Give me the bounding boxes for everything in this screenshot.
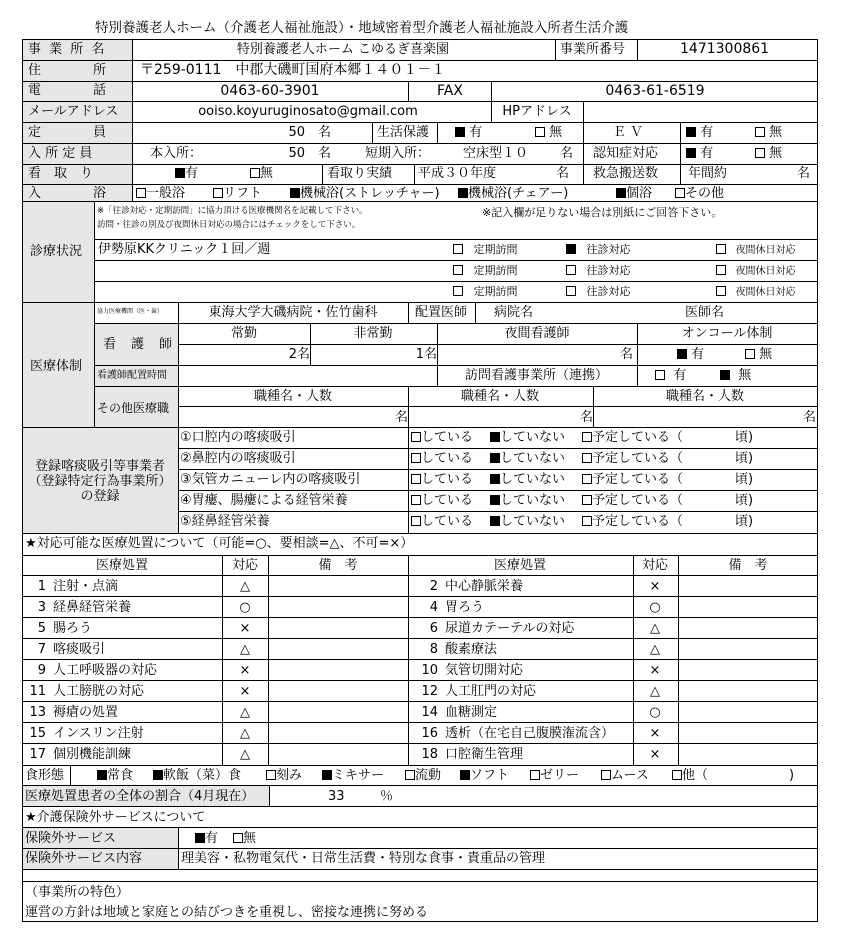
annual-label: 年間約 bbox=[688, 166, 728, 181]
admission-label: 入 所 定 員 bbox=[28, 146, 93, 161]
treatment-name: 個別機能訓練 bbox=[53, 747, 132, 762]
treatment-support: × bbox=[649, 579, 661, 594]
treatment-name: 人工肛門の対応 bbox=[445, 684, 537, 699]
clinic-3-housecall-checkbox[interactable] bbox=[566, 286, 576, 296]
treatment-support: △ bbox=[240, 705, 250, 720]
oncall-no-checkbox[interactable] bbox=[745, 349, 755, 359]
clinic-2-night-checkbox[interactable] bbox=[716, 265, 726, 275]
clinic-3-visit-checkbox[interactable] bbox=[453, 286, 463, 296]
suction-item: ①口腔内の喀痰吸引 bbox=[180, 430, 296, 445]
suction-4-doing-checkbox[interactable] bbox=[411, 495, 421, 505]
welfare-no-checkbox[interactable] bbox=[535, 127, 545, 137]
clinic-1-night-checkbox[interactable] bbox=[716, 244, 726, 254]
visit-nurse-label: 訪問看護事業所（連携） bbox=[465, 368, 609, 383]
other-medical-label: その他医療職 bbox=[97, 401, 170, 415]
treatment-support: × bbox=[649, 747, 661, 762]
suction-3-notdoing-checkbox[interactable] bbox=[490, 474, 500, 484]
coop-hospital: 東海大学大磯病院・佐竹歯科 bbox=[208, 305, 378, 320]
clinic-row-1-name: 伊勢原KKクリニック１回／週 bbox=[98, 242, 271, 257]
nurse-label: 看 護 師 bbox=[103, 337, 174, 352]
clinic-1-visit-checkbox[interactable] bbox=[453, 244, 463, 254]
fulltime-nurse-count: 2 bbox=[288, 347, 297, 362]
ratio-value: 33 bbox=[328, 789, 345, 804]
service-header: ★介護保険外サービスについて bbox=[25, 810, 206, 825]
treatment-support: × bbox=[649, 663, 661, 678]
suction-5-planned-checkbox[interactable] bbox=[582, 516, 592, 526]
treatment-support: × bbox=[239, 663, 251, 678]
treatment-name: 中心静脈栄養 bbox=[445, 579, 524, 594]
outside-service-no-checkbox[interactable] bbox=[233, 833, 243, 843]
treatment-support: △ bbox=[240, 579, 250, 594]
treatment-name: 酸素療法 bbox=[445, 642, 498, 657]
food-chopped-checkbox[interactable] bbox=[266, 770, 276, 780]
treatment-support: △ bbox=[650, 642, 660, 657]
capacity-label: 定 員 bbox=[28, 125, 107, 140]
treatment-name: インスリン注射 bbox=[53, 726, 144, 741]
suction-5-doing-checkbox[interactable] bbox=[411, 516, 421, 526]
parttime-nurse-count: 1 bbox=[415, 347, 424, 362]
food-soft-checkbox[interactable] bbox=[460, 770, 470, 780]
address: 〒259-0111 中郡大磯町国府本郷１４０１－１ bbox=[140, 62, 446, 78]
treatment-name: 腸ろう bbox=[53, 621, 93, 636]
suction-3-doing-checkbox[interactable] bbox=[411, 474, 421, 484]
treatment-support: × bbox=[239, 684, 251, 699]
treatment-name: 人工膀胱の対応 bbox=[53, 684, 145, 699]
visit-nurse-yes-checkbox[interactable] bbox=[655, 370, 665, 380]
treatment-name: 喀痰吸引 bbox=[53, 642, 106, 657]
treatment-support: △ bbox=[240, 642, 250, 657]
treatment-name: 注射・点滴 bbox=[53, 579, 119, 594]
office-number-label: 事業所番号 bbox=[560, 42, 626, 57]
welfare-label: 生活保護 bbox=[377, 125, 430, 140]
food-label: 食形態 bbox=[25, 768, 65, 783]
treatment-name: 胃ろう bbox=[445, 600, 485, 615]
tel-label: 電 話 bbox=[28, 83, 107, 98]
service-content-label: 保険外サービス内容 bbox=[25, 851, 143, 866]
eol-record-label: 看取り実績 bbox=[327, 166, 393, 181]
clinic-2-visit-checkbox[interactable] bbox=[453, 265, 463, 275]
oncall-yes-checkbox[interactable] bbox=[677, 349, 687, 359]
mail[interactable]: ooiso.koyuruginosato@gmail.com bbox=[198, 104, 418, 119]
bath-individual-checkbox[interactable] bbox=[616, 188, 626, 198]
treatment-name: 褥瘡の処置 bbox=[53, 705, 119, 720]
treatment-support: ○ bbox=[239, 600, 251, 615]
hp-label: HPアドレス bbox=[502, 104, 572, 119]
bath-stretcher-checkbox[interactable] bbox=[290, 188, 300, 198]
suction-1-notdoing-checkbox[interactable] bbox=[490, 432, 500, 442]
suction-item: ②鼻腔内の喀痰吸引 bbox=[180, 451, 296, 466]
treatment-name: 尿道カテーテルの対応 bbox=[445, 621, 575, 636]
food-mousse-checkbox[interactable] bbox=[601, 770, 611, 780]
ev-no-checkbox[interactable] bbox=[755, 127, 765, 137]
food-mixer-checkbox[interactable] bbox=[322, 770, 332, 780]
suction-2-planned-checkbox[interactable] bbox=[582, 453, 592, 463]
treatment-support: △ bbox=[650, 684, 660, 699]
fax-label: FAX bbox=[437, 83, 463, 99]
feature-label: （事業所の特色） bbox=[25, 885, 130, 900]
suction-4-notdoing-checkbox[interactable] bbox=[490, 495, 500, 505]
address-label: 住 所 bbox=[28, 63, 107, 78]
ev-yes-checkbox[interactable] bbox=[686, 127, 696, 137]
clinic-1-housecall-checkbox[interactable] bbox=[566, 244, 576, 254]
mail-label: メールアドレス bbox=[28, 104, 119, 119]
treatment-header: ★対応可能な医療処置について（可能=○、要相談=△、不可=×） bbox=[25, 536, 414, 551]
eol-no-checkbox[interactable] bbox=[250, 168, 260, 178]
treatment-name: 人工呼吸器の対応 bbox=[53, 663, 158, 678]
capacity: 50 bbox=[288, 125, 305, 140]
dementia-label: 認知症対応 bbox=[593, 146, 659, 161]
treatment-name: 透析（在宅自己腹膜潅流含） bbox=[445, 726, 615, 741]
visit-nurse-no-checkbox[interactable] bbox=[720, 370, 730, 380]
suction-5-notdoing-checkbox[interactable] bbox=[490, 516, 500, 526]
treatment-support: ○ bbox=[649, 705, 661, 720]
treatment-support: × bbox=[649, 726, 661, 741]
eol-yes-checkbox[interactable] bbox=[175, 168, 185, 178]
suction-4-planned-checkbox[interactable] bbox=[582, 495, 592, 505]
clinic-label: 診療状況 bbox=[30, 244, 83, 259]
page-title: 特別養護老人ホーム（介護老人福祉施設）・地域密着型介護老人福祉施設入所者生活介護 bbox=[95, 20, 629, 36]
service-content: 理美容・私物電気代・日常生活費・特別な食事・貴重品の管理 bbox=[181, 851, 546, 866]
bath-lift-checkbox[interactable] bbox=[213, 188, 223, 198]
treatment-name: 気管切開対応 bbox=[445, 663, 524, 678]
treatment-name: 血糖測定 bbox=[445, 705, 498, 720]
treatment-support: △ bbox=[240, 747, 250, 762]
bath-other-checkbox[interactable] bbox=[675, 188, 685, 198]
suction-item: ④胃瘻、腸瘻による経管栄養 bbox=[180, 493, 348, 508]
fax: 0463-61-6519 bbox=[605, 83, 705, 99]
dementia-yes-checkbox[interactable] bbox=[686, 148, 696, 158]
eol-year: 平成３０年度 bbox=[418, 166, 497, 181]
suction-item: ③気管カニューレ内の喀痰吸引 bbox=[180, 472, 361, 487]
welfare-yes-checkbox[interactable] bbox=[455, 127, 465, 137]
suction-3-planned-checkbox[interactable] bbox=[582, 474, 592, 484]
ev-label: Ｅ Ｖ bbox=[612, 125, 644, 140]
ratio-label: 医療処置患者の全体の割合（4月現在） bbox=[25, 789, 255, 804]
treatment-name: 経鼻経管栄養 bbox=[53, 600, 132, 615]
suction-2-doing-checkbox[interactable] bbox=[411, 453, 421, 463]
suction-1-doing-checkbox[interactable] bbox=[411, 432, 421, 442]
outside-service-label: 保険外サービス bbox=[25, 831, 117, 846]
short-stay: 空床型１０ bbox=[463, 146, 529, 161]
treatment-name: 口腔衛生管理 bbox=[445, 747, 524, 762]
main-admission: 50 bbox=[288, 146, 305, 161]
office-name: 特別養護老人ホーム こゆるぎ喜楽園 bbox=[236, 42, 450, 57]
food-soft-rice-checkbox[interactable] bbox=[153, 770, 163, 780]
suction-1-planned-checkbox[interactable] bbox=[582, 432, 592, 442]
office-name-label: 事 業 所 名 bbox=[28, 42, 107, 57]
dementia-no-checkbox[interactable] bbox=[755, 148, 765, 158]
suction-item: ⑤経鼻経管栄養 bbox=[180, 514, 270, 529]
medical-label: 医療体制 bbox=[30, 359, 83, 374]
eol-label: 看 取 り bbox=[28, 166, 94, 181]
outside-service-yes-checkbox[interactable] bbox=[195, 833, 205, 843]
treatment-support: ○ bbox=[649, 600, 661, 615]
treatment-support: × bbox=[239, 621, 251, 636]
food-liquid-checkbox[interactable] bbox=[405, 770, 415, 780]
suction-2-notdoing-checkbox[interactable] bbox=[490, 453, 500, 463]
bath-label: 入 浴 bbox=[28, 186, 107, 201]
clinic-3-night-checkbox[interactable] bbox=[716, 286, 726, 296]
tel: 0463-60-3901 bbox=[220, 83, 320, 99]
food-regular-checkbox[interactable] bbox=[97, 770, 107, 780]
doctor-label: 配置医師 bbox=[415, 305, 468, 320]
treatment-support: △ bbox=[240, 726, 250, 741]
ambulance-label: 救急搬送数 bbox=[593, 166, 659, 181]
food-other-checkbox[interactable] bbox=[672, 770, 682, 780]
office-number: 1471300861 bbox=[680, 41, 770, 57]
bath-general-checkbox[interactable] bbox=[136, 188, 146, 198]
feature-text: 運営の方針は地域と家庭との結びつきを重視し、密接な連携に努める bbox=[25, 905, 429, 920]
clinic-2-housecall-checkbox[interactable] bbox=[566, 265, 576, 275]
food-jelly-checkbox[interactable] bbox=[530, 770, 540, 780]
treatment-support: △ bbox=[650, 621, 660, 636]
bath-chair-checkbox[interactable] bbox=[458, 188, 468, 198]
